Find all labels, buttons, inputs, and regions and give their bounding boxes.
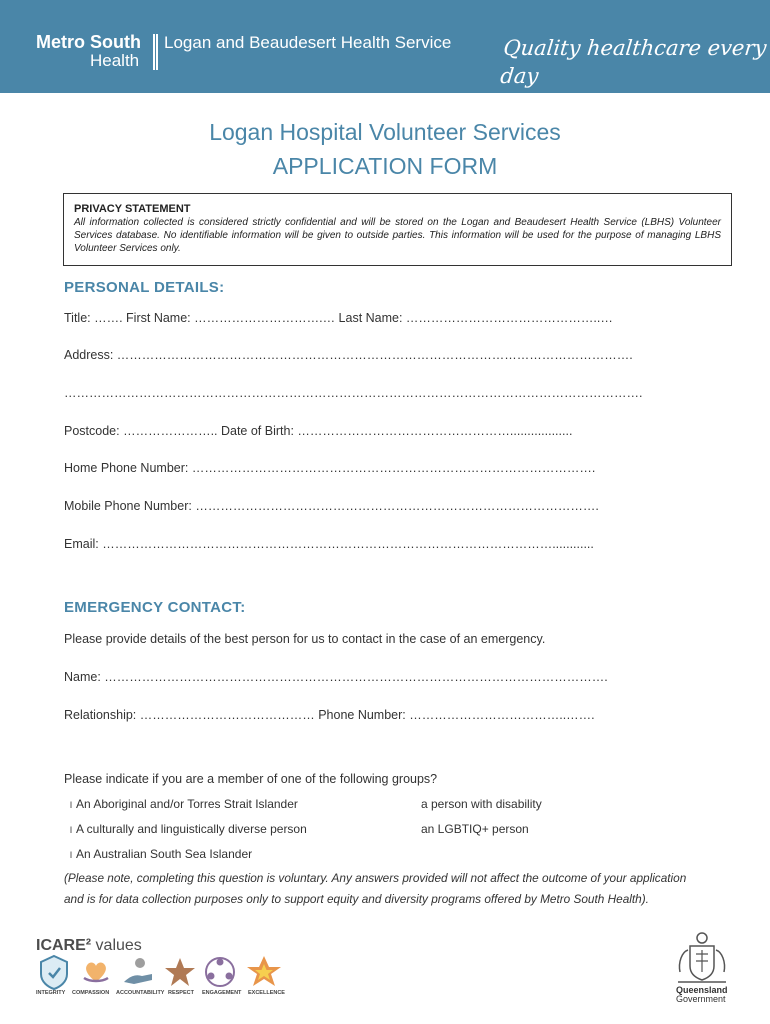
org-name-line2: Health bbox=[90, 51, 140, 70]
respect-icon bbox=[160, 952, 200, 992]
accountability-icon bbox=[118, 952, 158, 992]
address-field-line[interactable]: Address: ……………………………………………………………………………………………………………. bbox=[64, 348, 633, 362]
emergency-relationship-phone-line[interactable]: Relationship: …………………………………… Phone Number: ………………………………..……. bbox=[64, 708, 595, 722]
option-cald[interactable] bbox=[70, 822, 307, 838]
icare-bold: ICARE² bbox=[36, 937, 92, 954]
checkbox-marker[interactable]: l bbox=[70, 850, 72, 860]
voluntary-note-line2: and is for data collection purposes only to support equity and diversity programs offered by Metro South Health). bbox=[64, 892, 649, 906]
org-name-line1: Metro South bbox=[36, 32, 141, 52]
option-cald-label: A culturally and linguistically diverse person bbox=[76, 822, 307, 836]
value-integrity: INTEGRITY bbox=[36, 990, 66, 996]
option-lgbtiq-label: an LGBTIQ+ person bbox=[421, 822, 529, 836]
groups-question: Please indicate if you are a member of one of the following groups? bbox=[64, 772, 438, 786]
compassion-icon bbox=[76, 952, 116, 992]
value-excellence: EXCELLENCE bbox=[248, 990, 285, 996]
engagement-icon bbox=[200, 952, 240, 992]
postcode-dob-field-line[interactable]: Postcode: ………………….. Date of Birth: …………………………………………….................. bbox=[64, 424, 573, 438]
name-field-line[interactable]: Title: ……. First Name: ………………………….… Last Name: ………………………………………..… bbox=[64, 311, 613, 325]
form-subtitle: APPLICATION FORM bbox=[272, 153, 498, 179]
option-south-sea-islander[interactable] bbox=[70, 847, 252, 863]
email-field-line[interactable]: Email: ………………………………………………………………………………………………............ bbox=[64, 537, 594, 551]
gov-line2: Government bbox=[676, 994, 726, 1004]
emergency-contact-heading: EMERGENCY CONTACT: bbox=[64, 599, 246, 616]
tagline: Quality healthcare every day bbox=[499, 36, 768, 88]
header-banner bbox=[0, 0, 770, 93]
option-lgbtiq[interactable] bbox=[421, 822, 529, 837]
personal-details-heading: PERSONAL DETAILS: bbox=[64, 279, 225, 296]
option-aboriginal-label: An Aboriginal and/or Torres Strait Islander bbox=[76, 797, 298, 811]
option-aboriginal[interactable] bbox=[70, 797, 298, 813]
option-disability-label: a person with disability bbox=[421, 797, 542, 811]
excellence-icon bbox=[244, 952, 284, 992]
privacy-text: All information collected is considered strictly confidential and will be stored on the Logan and Beaudesert Health Service (LBHS) Volunteer Services database. No identifiable information will be given to outside parties. This information will be used for the purpose of managing LBHS Volunteer Services only. bbox=[74, 217, 721, 254]
form-title: Logan Hospital Volunteer Services bbox=[209, 119, 561, 145]
emergency-name-field-line[interactable]: Name: …………………………………………………………………………………………………………. bbox=[64, 670, 608, 684]
icare-rest: values bbox=[91, 937, 142, 954]
queensland-crest-icon bbox=[672, 928, 732, 988]
gov-line1: Queensland bbox=[676, 985, 728, 995]
integrity-icon bbox=[34, 952, 74, 992]
emergency-intro: Please provide details of the best person for us to contact in the case of an emergency. bbox=[64, 632, 546, 646]
value-engagement: ENGAGEMENT bbox=[202, 990, 242, 996]
service-name: Logan and Beaudesert Health Service bbox=[164, 33, 452, 52]
mobile-phone-field-line[interactable]: Mobile Phone Number: ……………………………………………………………………………………. bbox=[64, 499, 599, 513]
logo-divider bbox=[153, 34, 158, 70]
address-field-line-2[interactable]: …………………………………………………………………………………………………………………………. bbox=[64, 386, 643, 400]
home-phone-field-line[interactable]: Home Phone Number: ……………………………………………………………………………………. bbox=[64, 461, 596, 475]
value-compassion: COMPASSION bbox=[72, 990, 110, 996]
checkbox-marker[interactable]: l bbox=[70, 800, 72, 810]
privacy-heading: PRIVACY STATEMENT bbox=[74, 203, 191, 215]
voluntary-note-line1: (Please note, completing this question is voluntary. Any answers provided will not affect the outcome of your application bbox=[64, 871, 687, 885]
checkbox-marker[interactable]: l bbox=[70, 825, 72, 835]
value-accountability: ACCOUNTABILITY bbox=[116, 990, 165, 996]
option-disability[interactable] bbox=[421, 797, 542, 812]
voluntary-note bbox=[64, 868, 744, 910]
privacy-statement-box bbox=[63, 193, 732, 266]
option-south-sea-islander-label: An Australian South Sea Islander bbox=[76, 847, 253, 861]
value-respect: RESPECT bbox=[168, 990, 194, 996]
